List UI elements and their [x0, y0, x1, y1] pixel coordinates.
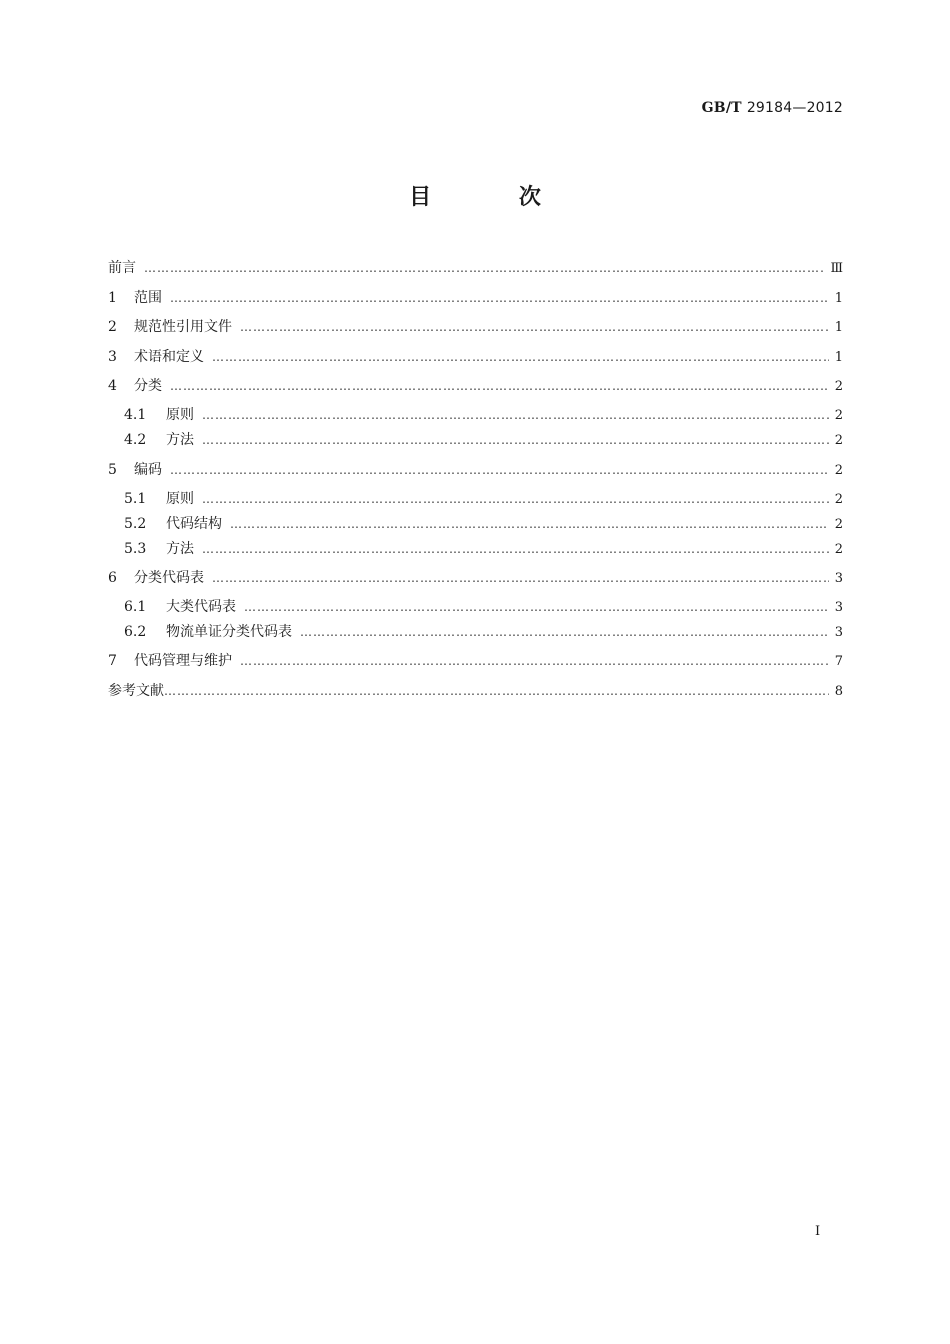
toc-leader-dots: [240, 317, 829, 337]
page-number: I: [815, 1224, 821, 1239]
toc-entry-5-2[interactable]: [108, 514, 843, 539]
toc-entry-4-1[interactable]: [108, 405, 843, 430]
toc-entry-page: 3: [834, 600, 843, 615]
toc-leader-dots: [230, 514, 829, 534]
toc-entry-label: 前言: [108, 260, 136, 276]
toc-entry-number: 7: [108, 653, 117, 669]
toc-entry-number: 4: [108, 378, 117, 394]
toc-entry-label: 分类代码表: [134, 570, 204, 586]
toc-leader-dots: [202, 430, 829, 450]
toc-entry-label: 范围: [134, 290, 162, 306]
toc-entry-page: 2: [834, 492, 843, 507]
toc-entry-6-2[interactable]: [108, 622, 843, 651]
toc-entry-label: 原则: [166, 491, 194, 507]
toc-entry-1[interactable]: [108, 288, 843, 317]
toc-leader-dots: [202, 539, 829, 559]
toc-entry-4-2[interactable]: [108, 430, 843, 460]
toc-entry-3[interactable]: [108, 347, 843, 376]
toc-entry-5[interactable]: [108, 460, 843, 489]
standard-number: 29184—2012: [746, 100, 843, 116]
toc-entry-page: 2: [834, 463, 843, 478]
toc-entry-label: 方法: [166, 432, 194, 448]
toc-entry-page: 1: [834, 350, 843, 365]
toc-entry-number: 1: [108, 290, 117, 306]
toc-entry-number: 4.1: [124, 407, 147, 423]
toc-entry-page: 3: [834, 571, 843, 586]
toc-entry-label: 分类: [134, 378, 162, 394]
toc-entry-5-1[interactable]: [108, 489, 843, 514]
toc-entry-label: 参考文献: [108, 683, 164, 699]
toc-entry-page: 2: [834, 517, 843, 532]
toc-entry-6[interactable]: [108, 568, 843, 597]
toc-entry-number: 6.1: [124, 599, 147, 615]
toc-entry-foreword[interactable]: [108, 258, 843, 286]
toc-entry-page: 1: [834, 291, 843, 306]
toc-entry-page: 3: [834, 625, 843, 640]
toc-entry-page: 2: [834, 379, 843, 394]
toc-entry-page: Ⅲ: [830, 261, 843, 276]
toc-entry-label: 方法: [166, 541, 194, 557]
toc-leader-dots: [212, 568, 829, 588]
toc-leader-dots: [170, 288, 829, 308]
toc-entry-label: 编码: [134, 462, 162, 478]
toc-entry-number: 5: [108, 462, 117, 478]
toc-entry-number: 5.1: [124, 491, 147, 507]
toc-entry-label: 代码管理与维护: [134, 653, 232, 669]
toc-entry-number: 6.2: [124, 624, 147, 640]
toc-entry-number: 5.3: [124, 541, 147, 557]
toc-entry-bibliography[interactable]: [108, 681, 843, 710]
toc-leader-dots: [164, 681, 829, 701]
toc-leader-dots: [212, 347, 829, 367]
toc-entry-page: 7: [834, 654, 843, 669]
toc-entry-6-1[interactable]: [108, 597, 843, 622]
toc-entry-7[interactable]: [108, 651, 843, 681]
toc-entry-page: 2: [834, 433, 843, 448]
toc-entry-label: 规范性引用文件: [134, 319, 232, 335]
toc-entry-page: 1: [834, 320, 843, 335]
toc-leader-dots: [170, 376, 829, 396]
toc-entry-label: 大类代码表: [166, 599, 236, 615]
toc-entry-number: 4.2: [124, 432, 147, 448]
toc-leader-dots: [240, 651, 829, 671]
toc-entry-label: 原则: [166, 407, 194, 423]
toc-entry-label: 代码结构: [166, 516, 222, 532]
toc-leader-dots: [170, 460, 829, 480]
toc-leader-dots: [300, 622, 829, 642]
toc-leader-dots: [144, 258, 824, 278]
toc-entry-number: 5.2: [124, 516, 147, 532]
toc-entry-label: 物流单证分类代码表: [166, 624, 292, 640]
table-of-contents: [108, 258, 843, 710]
toc-leader-dots: [244, 597, 829, 617]
toc-leader-dots: [202, 405, 829, 425]
toc-leader-dots: [202, 489, 829, 509]
toc-entry-page: 2: [834, 408, 843, 423]
toc-entry-number: 2: [108, 319, 117, 335]
standard-prefix: GB/T: [701, 100, 742, 116]
toc-entry-page: 8: [834, 684, 843, 699]
toc-entry-label: 术语和定义: [134, 349, 204, 365]
toc-entry-5-3[interactable]: [108, 539, 843, 568]
toc-entry-number: 3: [108, 349, 117, 365]
toc-entry-2[interactable]: [108, 317, 843, 347]
toc-entry-4[interactable]: [108, 376, 843, 405]
page-title: 目 次: [409, 184, 581, 210]
toc-entry-number: 6: [108, 570, 117, 586]
toc-entry-page: 2: [834, 542, 843, 557]
standard-code: [702, 100, 843, 116]
